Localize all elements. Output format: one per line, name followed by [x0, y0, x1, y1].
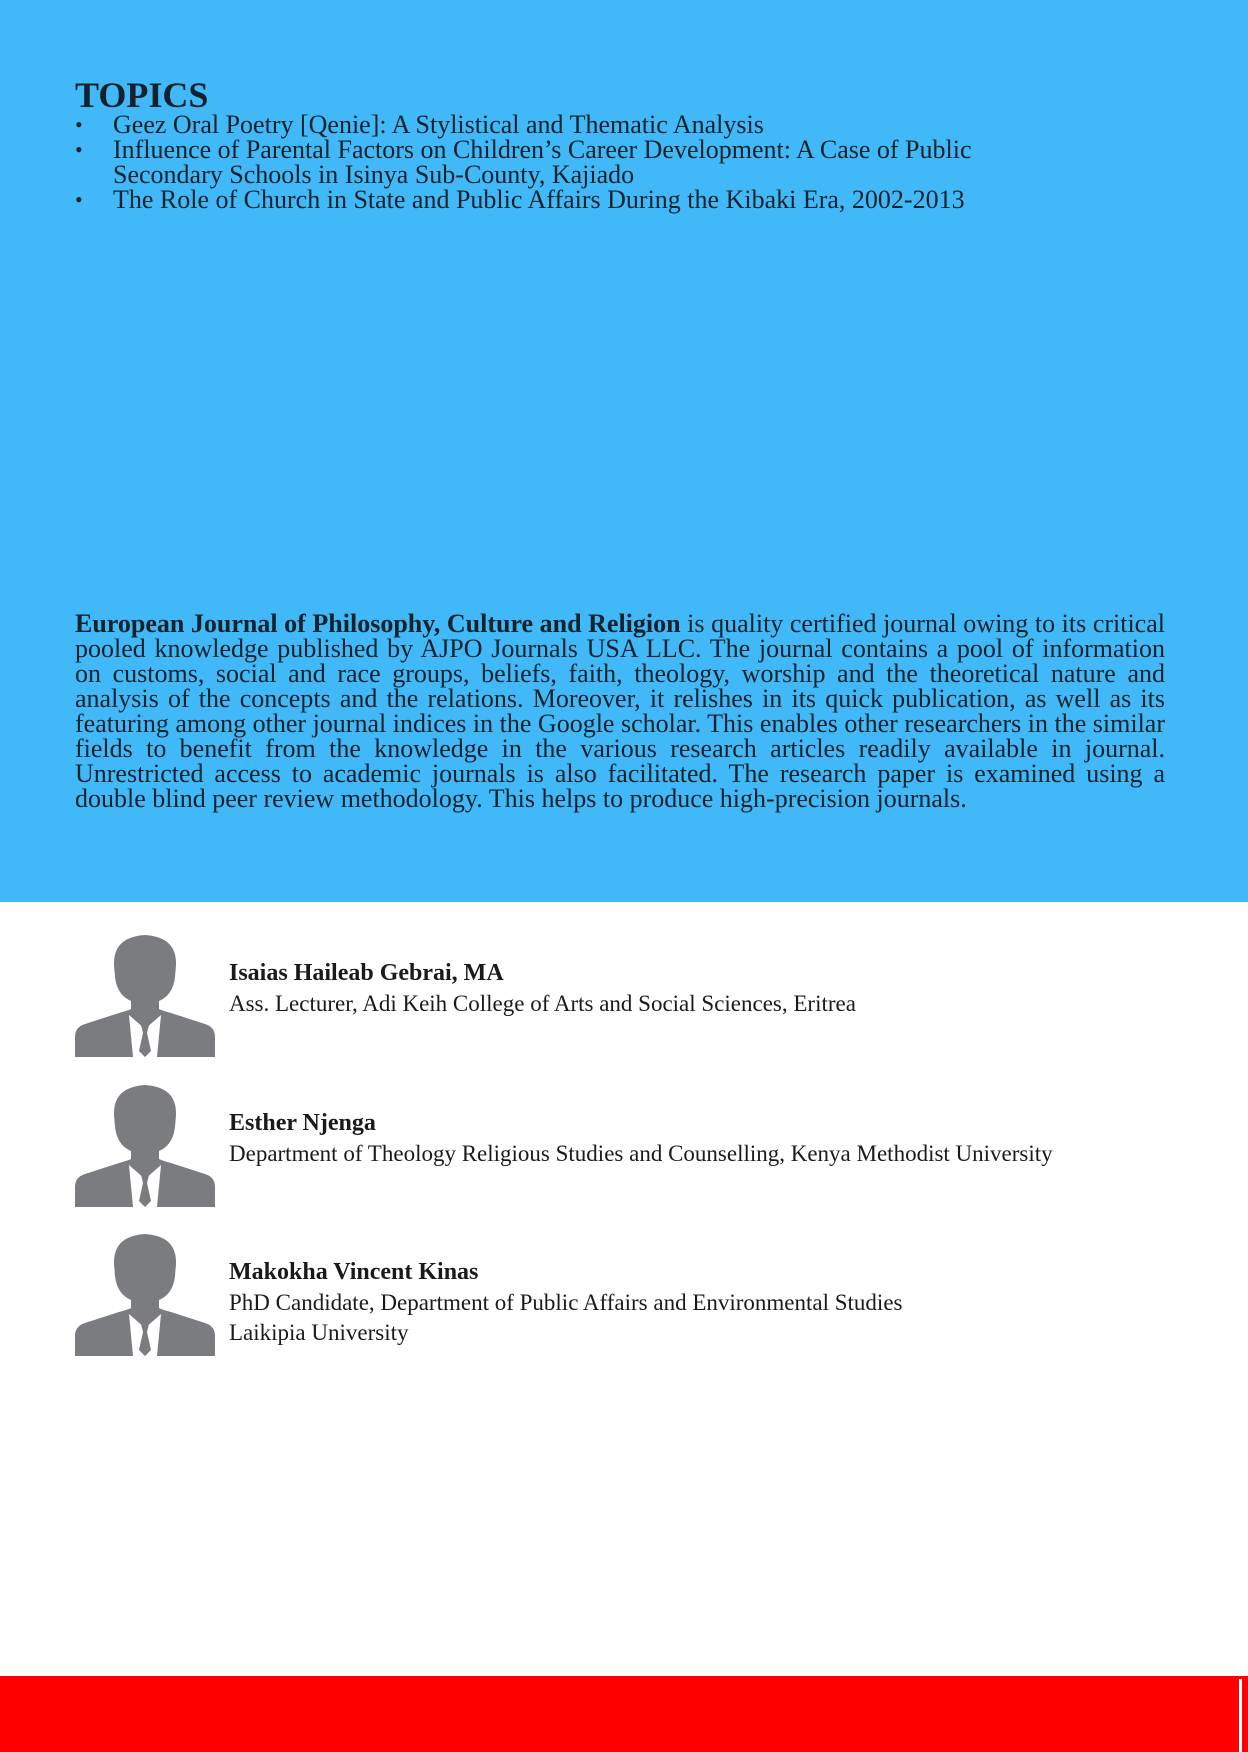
person-silhouette-icon	[75, 1232, 215, 1356]
topic-item	[75, 112, 1185, 137]
bullet-icon: •	[75, 137, 83, 162]
author-card	[75, 1083, 1195, 1207]
topics-list	[75, 112, 1185, 212]
author-name: Isaias Haileab Gebrai, MA	[229, 960, 504, 986]
bullet-icon: •	[75, 112, 83, 137]
person-silhouette-icon	[75, 1083, 215, 1207]
topic-item	[75, 187, 1185, 212]
topics-heading: TOPICS	[75, 75, 209, 115]
author-card	[75, 1232, 1195, 1356]
topic-text: Geez Oral Poetry [Qenie]: A Stylistical and Thematic Analysis	[113, 110, 764, 139]
footer-divider	[1239, 1679, 1242, 1752]
topic-text-line-1: Influence of Parental Factors on Children’s Career Development: A Case of Public	[113, 135, 972, 164]
topic-text: The Role of Church in State and Public Affairs During the Kibaki Era, 2002-2013	[113, 185, 965, 214]
person-silhouette-icon	[75, 933, 215, 1057]
journal-name: European Journal of Philosophy, Culture and Religion	[75, 609, 681, 638]
author-affiliation: Ass. Lecturer, Adi Keih College of Arts and Social Sciences, Eritrea	[229, 991, 856, 1016]
journal-description	[75, 611, 1165, 811]
author-affiliation: Department of Theology Religious Studies and Counselling, Kenya Methodist University	[229, 1141, 1053, 1166]
red-footer-band	[0, 1676, 1248, 1752]
topic-item	[75, 137, 1185, 187]
topic-text-line-2: Secondary Schools in Isinya Sub-County, Kajiado	[113, 160, 635, 189]
author-name: Makokha Vincent Kinas	[229, 1259, 479, 1285]
author-affiliation-line-2: Laikipia University	[229, 1320, 409, 1345]
author-name: Esther Njenga	[229, 1110, 376, 1136]
journal-description-body: is quality certified journal owing to its critical pooled knowledge published by AJPO Journals USA LLC. The journal contains a pool of information on customs, social and race groups, beliefs, faith, theology, worship and the theoretical nature and analysis of the concepts and the relations. Moreover, it relishes in its quick publication, as well as its featuring among other journal indices in the Google scholar. This enables other researchers in the similar fields to benefit from the knowledge in the various research articles readily available in journal. Unrestricted access to academic journals is also facilitated. The research paper is examined using a double blind peer review methodology. This helps to produce high-precision journals.	[75, 609, 1165, 813]
bullet-icon: •	[75, 187, 83, 212]
author-card	[75, 933, 1195, 1057]
author-affiliation: PhD Candidate, Department of Public Affairs and Environmental Studies	[229, 1290, 903, 1315]
